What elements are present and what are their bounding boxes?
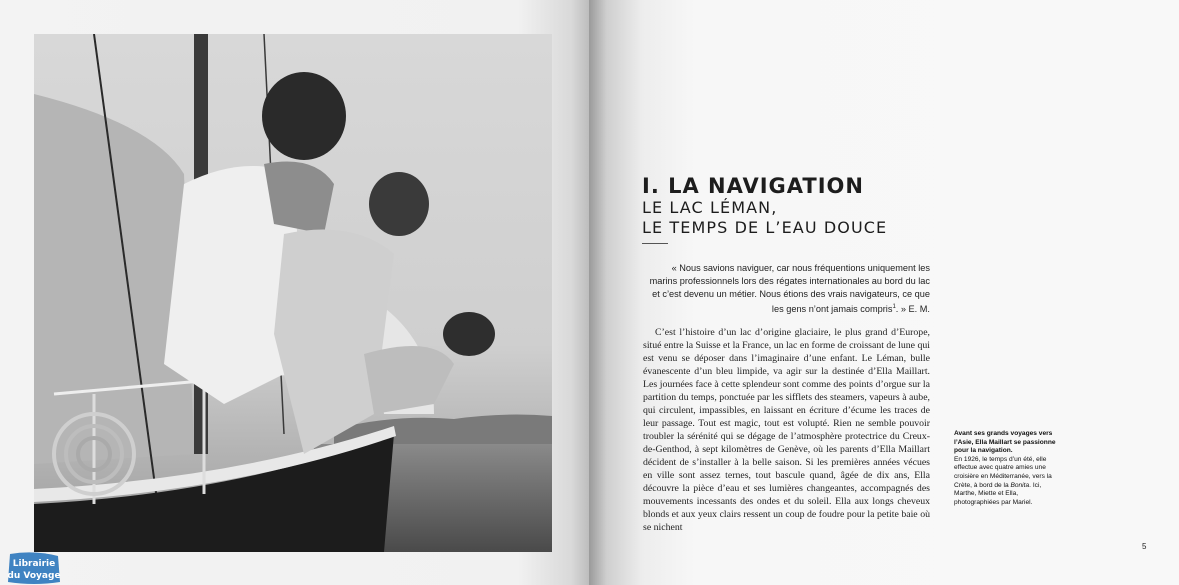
chapter-heading xyxy=(642,174,962,238)
epigraph-closing: . » E. M. xyxy=(895,304,930,315)
chapter-title: I. LA NAVIGATION xyxy=(642,174,864,198)
logo-line2: du Voyage xyxy=(7,571,61,581)
body-paragraph: C’est l’histoire d’un lac d’origine glaciaire, le plus grand d’Europe, situé entre la Suisse et la France, un lac en forme de croissant de lune qui est venu se déposer dans l’imaginaire d’une enfant. Le Léman, bulle évanescente d’un bleu limpide, va agir sur la destinée d’Ella Maillart. Les journées face à cette splendeur sont comme des points d’orgue sur la partition du temps, ponctuée par les sifflets des steamers, vapeurs à aube, qui circulent, impassibles, en laissant en écriture d’écume les traces de leur passage. Tout est magic, tout est volupté. Rien ne semble pouvoir troubler la sérénité qui se dégage de l’atmosphère protectrice du Creux-de-Genthod, à sept kilomètres de Genève, où les parents d’Ella Maillart décident de s’installer à la belle saison. Si les premières années vécues en ville sont assez ternes, tout bascule quand, âgée de dix ans, Ella découvre la pièce d’eau et ses lumières changeantes, accompagnés des mouvements incessants des ondes et du soleil. Ella aux longs cheveux blonds et aux yeux clairs ressent un coup de foudre pour la petite baie où se nichent xyxy=(643,327,930,533)
librairie-du-voyage-logo xyxy=(4,552,64,584)
epigraph-quote xyxy=(643,262,930,316)
logo-line1: Librairie xyxy=(12,559,56,569)
epigraph-text: « Nous savions naviguer, car nous fréquentions uniquement les marins professionnels lors des régates internationales au bord du lac et c’est devenu un métier. Nous étions des vrais navigateurs, ce que les gens n’ont jamais compris xyxy=(649,263,930,315)
boat-name: Bonita xyxy=(1010,481,1030,489)
chapter-subtitle-line1: LE LAC LÉMAN, xyxy=(642,198,778,217)
chapter-subtitle-line2: LE TEMPS DE L’EAU DOUCE xyxy=(642,218,888,237)
sailboat-photo xyxy=(34,34,552,552)
caption-bold: Avant ses grands voyages vers l’Asie, Ella Maillart se passionne pour la navigation. xyxy=(954,430,1056,455)
photo-illustration xyxy=(34,34,552,552)
photo-caption xyxy=(954,430,1064,507)
footnote-marker: 1 xyxy=(892,304,896,310)
caption-body: En 1926, le temps d’un été, elle effectue avec quatre amies une croisière en Méditerranée, vers la Crète, à bord de la Bonita. Ici, Marthe, Miette et Ella, photographiées par Mariel. xyxy=(954,455,1052,506)
heading-divider xyxy=(642,243,668,244)
page-number: 5 xyxy=(1142,542,1147,551)
